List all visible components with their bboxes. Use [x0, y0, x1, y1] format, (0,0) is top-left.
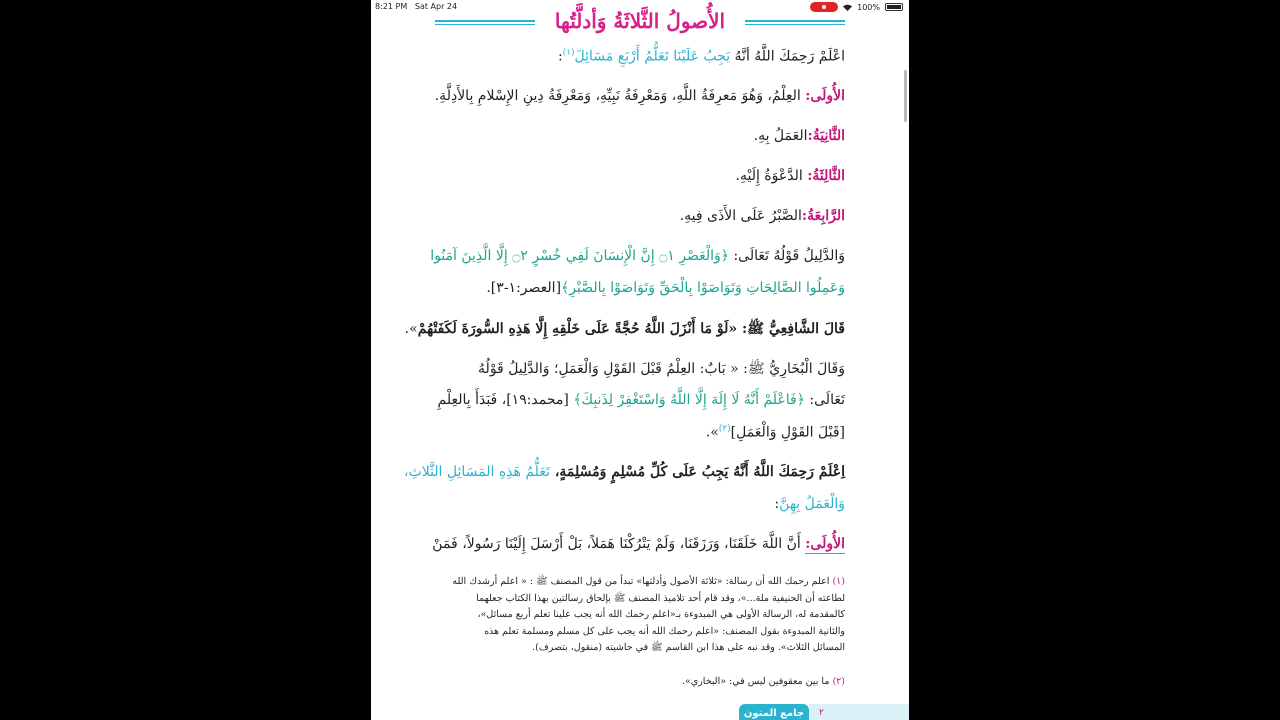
footer-bar — [809, 704, 909, 720]
footnote-line: لطاعته أن الحنيفية ملة...»، وقد قام أحد تلاميذ المصنف ﷺ بإلحاق رسالتين بهذا الكتاب جعلهما — [476, 592, 845, 604]
scrollbar[interactable] — [904, 70, 907, 122]
shafii-quote — [405, 320, 845, 340]
footnote-ref-1[interactable]: (١) — [562, 48, 575, 58]
footnote-line: كالمقدمة له، الرسالة الأولى هي المبدوءة بـ«اعلم رحمك الله أنه يجب علينا تعلم أربع مسائل»، — [477, 609, 845, 620]
point-label: الثَّانِيَةُ: — [807, 128, 845, 144]
footnote-line — [435, 574, 845, 591]
point-label: الثَّالِثَةُ: — [807, 168, 845, 184]
bukhari-tail-2: [محمد:١٩]، فَبَدَأَ بِالعِلْمِ — [437, 392, 574, 408]
footnote-text: ما بين معقوفين ليس في: «البخاري». — [681, 676, 830, 687]
second-intro-highlight: تَعَلُّمُ هَذِهِ المَسَائِلِ الثَّلاثِ، — [404, 464, 550, 480]
shafii-lead: قَالَ الشَّافِعِيُّ ﷺ: « — [728, 321, 845, 337]
point-text: الدَّعْوَةُ إِلَيْهِ. — [735, 168, 808, 184]
bukhari-line-3 — [706, 424, 845, 441]
footnote-text: اعلم رحمك الله أن رسالة: «ثلاثة الأصول وأدلتها» تبدأ من قول المصنف ﷺ : « اعلم أرشدك الله — [452, 576, 830, 587]
bukhari-text-3: [قَبْلَ القَوْلِ وَالْعَمَلِ] — [730, 424, 845, 441]
battery-percent: 100% — [857, 2, 880, 12]
verse-muhammad: ﴿فَاعْلَمْ أَنَّهُ لَا إِلَهَ إِلَّا اللَّهُ وَاسْتَغْفِرْ لِذَنبِكَ﴾ — [573, 392, 805, 408]
evidence-line-2 — [486, 280, 845, 296]
verse-asr-1: ﴿وَالْعَصْرِ ۝١ إِنَّ الْإِنسَانَ لَفِي خُسْرٍ ۝٢ إِلَّا الَّذِينَ آمَنُوا — [430, 248, 730, 264]
bukhari-lead-2: تَعَالَى: — [804, 392, 845, 408]
reader-screen — [371, 0, 909, 720]
second-intro-lead: اِعْلَمْ رَحِمَكَ اللَّهُ أَنَّهُ يَجِبُ عَلَى كُلِّ مُسْلِمٍ وَمُسْلِمَةٍ، — [549, 464, 845, 480]
footnote-ref-2[interactable]: (٢) — [718, 424, 731, 434]
evidence-lead: وَالدَّلِيلُ قَوْلُهُ تَعَالَى: — [729, 248, 845, 264]
intro-text: اعْلَمْ رَحِمَكَ اللَّهُ أنَّهُ — [730, 48, 845, 65]
point-label: الرَّابِعَةُ: — [801, 208, 845, 224]
second-intro-highlight-2: وَالْعَمَلُ بِهِنَّ — [779, 496, 845, 512]
second-intro-line-2 — [774, 496, 845, 512]
bukhari-text-1: وَقَالَ الْبُخَارِيُّ ﷺ: « بَابٌ: العِلْمُ قَبْلَ القَوْلِ وَالْعَمَلِ؛ وَالدَّلِيلُ قَوْلُهُ — [478, 361, 845, 377]
verse-asr-2: وَعَمِلُوا الصَّالِحَاتِ وَتَوَاصَوْا بِالْحَقِّ وَتَوَاصَوْا بِالصَّبْرِ﴾ — [561, 280, 845, 296]
status-time: 8:21 PM — [375, 2, 408, 11]
shafii-end: ». — [404, 321, 418, 337]
footer-page-number: ٢ — [819, 708, 824, 718]
point-second — [754, 128, 845, 144]
verse-reference: [العصر:١-٣]. — [486, 280, 562, 296]
point-third — [736, 168, 845, 184]
page-title: الأُصولُ الثَّلاثَةُ وَأدلَّتُها — [554, 9, 726, 33]
footnote-line: والثانية المبدوءة بقول المصنف: «اعلم رحمك الله أنه يجب على كل مسلم ومسلمة تعلم هذه — [484, 625, 845, 637]
page-content — [404, 0, 845, 720]
point-text: العِلْمُ، وَهُوَ مَعرِفَةُ اللَّهِ، وَمَعْرِفَةُ نَبِيِّهِ، وَمَعْرِفَةُ دِينِ الإِسْلامِ بِالأَدِلَّةِ. — [434, 88, 806, 104]
intro-highlight: يَجِبُ عَلَيْنَا تَعَلُّمُ أَرْبَعِ مَسَائِلَ — [574, 48, 731, 65]
second-intro-line-1 — [404, 464, 845, 480]
status-date: Sat Apr 24 — [414, 2, 458, 11]
bukhari-line-2 — [438, 392, 846, 408]
evidence-line-1 — [430, 248, 845, 264]
point-text: الصَّبْرُ عَلَى الأَذَى فِيهِ. — [679, 208, 802, 224]
footnote-number: (١) — [832, 576, 845, 587]
point-label: الأُولَى: — [805, 88, 845, 104]
footer-book-tab[interactable]: جامع المتون — [739, 704, 809, 720]
point-label: الأُولَى: — [805, 536, 845, 552]
intro-line — [558, 48, 845, 65]
intro-colon: : — [557, 48, 563, 65]
footnote-line: المسائل الثلاث». وقد نبه على هذا ابن القاسم ﷺ في حاشيته (منقول، بتصرف). — [532, 642, 845, 653]
second-intro-colon: : — [774, 496, 780, 512]
footnote-1 — [435, 574, 845, 657]
battery-icon — [885, 3, 903, 11]
point-text: العَمَلُ بِهِ. — [753, 128, 808, 144]
footnote-2 — [682, 674, 845, 691]
shafii-text: لَوْ مَا أَنْزَلَ اللَّهُ حُجَّةً عَلَى خَلْقِهِ إِلَّا هَذِهِ السُّورَةَ لَكَفَتْهُمْ — [417, 321, 729, 337]
bukhari-end-3: ». — [705, 424, 719, 441]
first-principle-line — [432, 536, 845, 552]
point-text: أَنَّ اللَّهَ خَلَقَنَا، وَرَزَقَنَا، وَلَمْ يَتْرُكْنَا هَمَلاً، بَلْ أَرْسَلَ إِلَيْنَا رَسُولاً، فَمَنْ — [432, 536, 806, 552]
point-fourth — [680, 208, 845, 224]
footnote-number: (٢) — [832, 676, 845, 687]
bukhari-line-1 — [478, 360, 845, 380]
point-first — [435, 88, 845, 104]
